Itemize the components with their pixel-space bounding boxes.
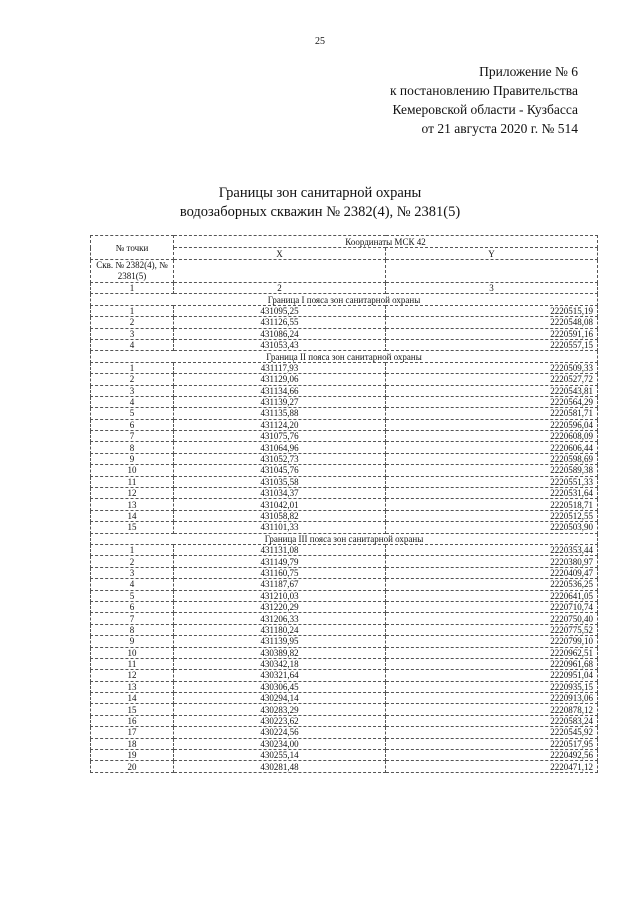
zone-header-row <box>91 294 598 305</box>
y-coordinate-cell: 2220913,06 <box>386 693 598 704</box>
x-coordinate-cell: 431187,67 <box>174 579 386 590</box>
table-row <box>91 647 598 658</box>
x-coordinate-cell: 431135,88 <box>174 408 386 419</box>
table-row <box>91 544 598 555</box>
y-coordinate-cell: 2220527,72 <box>386 374 598 385</box>
table-row <box>91 727 598 738</box>
x-coordinate-cell: 431053,43 <box>174 339 386 350</box>
table-row <box>91 670 598 681</box>
x-coordinate-cell: 431206,33 <box>174 613 386 624</box>
x-coordinate-cell: 431101,33 <box>174 522 386 533</box>
y-coordinate-cell: 2220961,68 <box>386 658 598 669</box>
table-row <box>91 613 598 624</box>
point-number-cell: 5 <box>91 408 174 419</box>
table-row <box>91 624 598 635</box>
zone-header-row <box>91 351 598 362</box>
table-row <box>91 385 598 396</box>
y-coordinate-cell: 2220596,04 <box>386 419 598 430</box>
y-coordinate-cell: 2220557,15 <box>386 339 598 350</box>
y-coordinate-cell: 2220548,08 <box>386 317 598 328</box>
document-title <box>0 184 640 222</box>
header-x: X <box>174 248 386 260</box>
y-coordinate-cell: 2220512,55 <box>386 510 598 521</box>
y-coordinate-cell: 2220935,15 <box>386 681 598 692</box>
x-coordinate-cell: 431131,08 <box>174 544 386 555</box>
point-number-cell: 6 <box>91 601 174 612</box>
point-number-cell: 9 <box>91 453 174 464</box>
y-coordinate-cell: 2220518,71 <box>386 499 598 510</box>
table-row <box>91 715 598 726</box>
appendix-line-2: к постановлению Правительства <box>389 83 578 98</box>
table-row <box>91 339 598 350</box>
table-row <box>91 738 598 749</box>
y-coordinate-cell: 2220551,33 <box>386 476 598 487</box>
appendix-header <box>278 62 578 138</box>
x-coordinate-cell: 431149,79 <box>174 556 386 567</box>
x-coordinate-cell: 431210,03 <box>174 590 386 601</box>
table-row <box>91 750 598 761</box>
table-row <box>91 579 598 590</box>
point-number-cell: 3 <box>91 567 174 578</box>
x-coordinate-cell: 431180,24 <box>174 624 386 635</box>
table-row <box>91 693 598 704</box>
x-coordinate-cell: 430223,62 <box>174 715 386 726</box>
y-coordinate-cell: 2220583,24 <box>386 715 598 726</box>
table-row <box>91 567 598 578</box>
table-row <box>91 476 598 487</box>
zone-title: Граница II пояса зон санитарной охраны <box>91 351 598 362</box>
x-coordinate-cell: 431129,06 <box>174 374 386 385</box>
y-coordinate-cell: 2220492,56 <box>386 750 598 761</box>
point-number-cell: 18 <box>91 738 174 749</box>
y-coordinate-cell: 2220641,05 <box>386 590 598 601</box>
point-number-cell: 15 <box>91 522 174 533</box>
y-coordinate-cell: 2220750,40 <box>386 613 598 624</box>
x-coordinate-cell: 431139,95 <box>174 636 386 647</box>
y-coordinate-cell: 2220536,25 <box>386 579 598 590</box>
x-coordinate-cell: 430283,29 <box>174 704 386 715</box>
x-coordinate-cell: 431124,20 <box>174 419 386 430</box>
x-coordinate-cell: 430389,82 <box>174 647 386 658</box>
point-number-cell: 14 <box>91 510 174 521</box>
table-row <box>91 328 598 339</box>
point-number-cell: 7 <box>91 613 174 624</box>
x-coordinate-cell: 431042,01 <box>174 499 386 510</box>
x-coordinate-cell: 431126,55 <box>174 317 386 328</box>
coordinates-table-body <box>91 236 598 773</box>
x-coordinate-cell: 431086,24 <box>174 328 386 339</box>
table-row <box>91 305 598 316</box>
x-coordinate-cell: 430255,14 <box>174 750 386 761</box>
point-number-cell: 7 <box>91 431 174 442</box>
y-coordinate-cell: 2220606,44 <box>386 442 598 453</box>
point-number-cell: 14 <box>91 693 174 704</box>
y-coordinate-cell: 2220962,51 <box>386 647 598 658</box>
table-row <box>91 761 598 772</box>
point-number-cell: 16 <box>91 715 174 726</box>
zone-title: Граница III пояса зон санитарной охраны <box>91 533 598 544</box>
point-number-cell: 5 <box>91 590 174 601</box>
x-coordinate-cell: 431045,76 <box>174 465 386 476</box>
point-number-cell: 13 <box>91 681 174 692</box>
y-coordinate-cell: 2220951,04 <box>386 670 598 681</box>
y-coordinate-cell: 2220531,64 <box>386 488 598 499</box>
table-row <box>91 658 598 669</box>
coordinates-table <box>90 235 598 773</box>
y-coordinate-cell: 2220509,33 <box>386 362 598 373</box>
x-coordinate-cell: 431035,58 <box>174 476 386 487</box>
point-number-cell: 15 <box>91 704 174 715</box>
y-coordinate-cell: 2220878,12 <box>386 704 598 715</box>
y-coordinate-cell: 2220799,10 <box>386 636 598 647</box>
x-coordinate-cell: 430306,45 <box>174 681 386 692</box>
header-point-number: № точки <box>91 236 174 260</box>
point-number-cell: 4 <box>91 579 174 590</box>
column-number-2: 2 <box>174 283 386 294</box>
table-row <box>91 374 598 385</box>
well-label-row <box>91 260 598 283</box>
zone-header-row <box>91 533 598 544</box>
y-coordinate-cell: 2220589,38 <box>386 465 598 476</box>
x-coordinate-cell: 431117,93 <box>174 362 386 373</box>
point-number-cell: 19 <box>91 750 174 761</box>
table-row <box>91 488 598 499</box>
y-coordinate-cell: 2220515,19 <box>386 305 598 316</box>
x-coordinate-cell: 431160,75 <box>174 567 386 578</box>
column-number-3: 3 <box>386 283 598 294</box>
x-coordinate-cell: 430294,14 <box>174 693 386 704</box>
table-row <box>91 465 598 476</box>
table-row <box>91 704 598 715</box>
point-number-cell: 4 <box>91 339 174 350</box>
appendix-line-3: Кемеровской области - Кузбасса <box>392 102 578 117</box>
x-coordinate-cell: 431052,73 <box>174 453 386 464</box>
y-coordinate-cell: 2220710,74 <box>386 601 598 612</box>
y-coordinate-cell: 2220564,29 <box>386 396 598 407</box>
well-label: Скв. № 2382(4), № 2381(5) <box>91 260 174 283</box>
table-row <box>91 556 598 567</box>
point-number-cell: 10 <box>91 647 174 658</box>
x-coordinate-cell: 430321,64 <box>174 670 386 681</box>
point-number-cell: 11 <box>91 476 174 487</box>
table-row <box>91 590 598 601</box>
point-number-cell: 2 <box>91 556 174 567</box>
point-number-cell: 8 <box>91 442 174 453</box>
y-coordinate-cell: 2220517,95 <box>386 738 598 749</box>
title-line-2: водозаборных скважин № 2382(4), № 2381(5) <box>179 204 461 220</box>
table-row <box>91 499 598 510</box>
x-coordinate-cell: 431034,37 <box>174 488 386 499</box>
y-coordinate-cell: 2220545,92 <box>386 727 598 738</box>
y-coordinate-cell: 2220503,90 <box>386 522 598 533</box>
point-number-cell: 2 <box>91 374 174 385</box>
table-row <box>91 442 598 453</box>
y-coordinate-cell: 2220775,52 <box>386 624 598 635</box>
point-number-cell: 9 <box>91 636 174 647</box>
x-coordinate-cell: 430342,18 <box>174 658 386 669</box>
table-row <box>91 408 598 419</box>
x-coordinate-cell: 431075,76 <box>174 431 386 442</box>
table-row <box>91 601 598 612</box>
y-coordinate-cell: 2220581,71 <box>386 408 598 419</box>
table-row <box>91 317 598 328</box>
appendix-line-4: от 21 августа 2020 г. № 514 <box>421 121 578 136</box>
zone-title: Граница I пояса зон санитарной охраны <box>91 294 598 305</box>
y-coordinate-cell: 2220591,16 <box>386 328 598 339</box>
x-coordinate-cell: 430224,56 <box>174 727 386 738</box>
x-coordinate-cell: 430281,48 <box>174 761 386 772</box>
point-number-cell: 4 <box>91 396 174 407</box>
y-coordinate-cell: 2220409,47 <box>386 567 598 578</box>
y-coordinate-cell: 2220543,81 <box>386 385 598 396</box>
point-number-cell: 3 <box>91 328 174 339</box>
title-line-1: Границы зон санитарной охраны <box>218 185 422 201</box>
table-row <box>91 681 598 692</box>
table-row <box>91 396 598 407</box>
point-number-cell: 1 <box>91 362 174 373</box>
table-header-row <box>91 236 598 248</box>
point-number-cell: 20 <box>91 761 174 772</box>
y-coordinate-cell: 2220471,12 <box>386 761 598 772</box>
y-coordinate-cell: 2220608,09 <box>386 431 598 442</box>
point-number-cell: 11 <box>91 658 174 669</box>
empty-cell <box>174 260 386 283</box>
column-number-row <box>91 283 598 294</box>
page-number: 25 <box>315 36 325 47</box>
x-coordinate-cell: 430234,00 <box>174 738 386 749</box>
table-row <box>91 522 598 533</box>
point-number-cell: 6 <box>91 419 174 430</box>
table-row <box>91 453 598 464</box>
y-coordinate-cell: 2220598,69 <box>386 453 598 464</box>
point-number-cell: 1 <box>91 544 174 555</box>
x-coordinate-cell: 431134,66 <box>174 385 386 396</box>
x-coordinate-cell: 431095,25 <box>174 305 386 316</box>
point-number-cell: 1 <box>91 305 174 316</box>
x-coordinate-cell: 431220,29 <box>174 601 386 612</box>
point-number-cell: 3 <box>91 385 174 396</box>
header-coordinates: Координаты МСК 42 <box>174 236 598 248</box>
appendix-line-1: Приложение № 6 <box>479 64 578 79</box>
y-coordinate-cell: 2220380,97 <box>386 556 598 567</box>
y-coordinate-cell: 2220353,44 <box>386 544 598 555</box>
point-number-cell: 10 <box>91 465 174 476</box>
point-number-cell: 8 <box>91 624 174 635</box>
column-number-1: 1 <box>91 283 174 294</box>
point-number-cell: 13 <box>91 499 174 510</box>
point-number-cell: 2 <box>91 317 174 328</box>
table-row <box>91 636 598 647</box>
empty-cell <box>386 260 598 283</box>
table-row <box>91 362 598 373</box>
point-number-cell: 17 <box>91 727 174 738</box>
x-coordinate-cell: 431064,96 <box>174 442 386 453</box>
table-row <box>91 419 598 430</box>
point-number-cell: 12 <box>91 670 174 681</box>
point-number-cell: 12 <box>91 488 174 499</box>
table-row <box>91 431 598 442</box>
x-coordinate-cell: 431058,82 <box>174 510 386 521</box>
x-coordinate-cell: 431139,27 <box>174 396 386 407</box>
header-y: Y <box>386 248 598 260</box>
table-row <box>91 510 598 521</box>
